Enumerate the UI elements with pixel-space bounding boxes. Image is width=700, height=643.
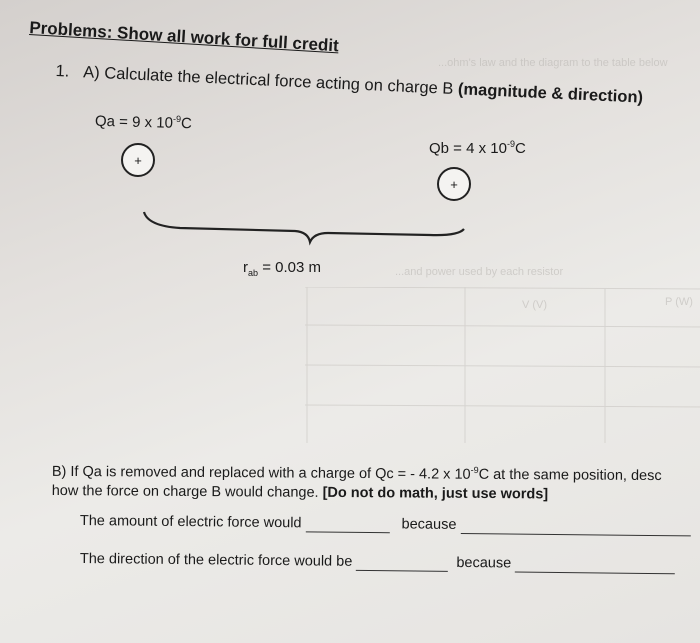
charge-a-exponent: -9 [172, 113, 182, 124]
amount-reason-blank[interactable] [460, 517, 690, 536]
answer-line-direction [80, 551, 675, 574]
distance-label [243, 259, 321, 278]
amount-answer-blank[interactable] [305, 515, 389, 533]
part-b [52, 458, 662, 505]
plus-sign-icon: + [450, 176, 458, 192]
answer-prompt-amount: The amount of electric force would [79, 513, 302, 532]
plus-sign-icon: + [134, 152, 142, 168]
page-heading: Problems: Show all work for full credit [28, 18, 340, 56]
faded-text-1: ...ohm's law and the diagram to the table below [438, 57, 668, 69]
part-b-line2: how the force on charge B would change. [51, 482, 319, 501]
distance-subscript: ab [248, 268, 259, 278]
part-b-line1-start: If Qa is removed and replaced with a charge of [70, 463, 372, 483]
answer-line-amount [80, 513, 691, 536]
faded-table-grid [305, 287, 700, 443]
charge-c-label: Qc = - 4.2 x 10 [375, 466, 471, 483]
charge-b-circle [437, 167, 471, 201]
distance-brace-icon [140, 208, 470, 248]
question-text: Calculate the electrical force acting on charge B [103, 64, 454, 99]
faded-col-2: P (W) [665, 296, 693, 308]
charge-a-label: Qa = 9 x $10^{-9}C$ [94, 112, 193, 133]
part-b-instruction: [Do not do math, just use words] [322, 484, 549, 503]
faded-text-2: ...and power used by each resistor [395, 266, 564, 278]
distance-value: = 0.03 m [262, 259, 321, 276]
charge-c-exponent: -9 [470, 464, 479, 475]
part-b-line1-end: at the same position, desc [493, 466, 662, 485]
charge-a-circle [121, 143, 155, 177]
charge-a-unit: C [180, 114, 193, 133]
charge-c-unit: C [478, 466, 490, 483]
direction-reason-blank[interactable] [515, 556, 675, 575]
answer-prompt-direction: The direction of the electric force would be [79, 551, 353, 570]
question-part-label: A) [82, 63, 101, 82]
charge-b-label: Qb = 4 x $10^{-9}C$ [429, 139, 526, 157]
charge-b-unit: C [514, 140, 526, 157]
charge-b-exponent: -9 [506, 139, 515, 149]
direction-because-label: because [456, 554, 512, 572]
distance-symbol: r [243, 259, 248, 276]
faded-col-1: V (V) [522, 299, 548, 311]
amount-because-label: because [401, 516, 457, 533]
part-b-label: B) [51, 463, 67, 480]
direction-answer-blank[interactable] [356, 554, 448, 572]
question-number: 1. [55, 62, 70, 81]
question-emphasis: (magnitude & direction) [457, 80, 644, 107]
